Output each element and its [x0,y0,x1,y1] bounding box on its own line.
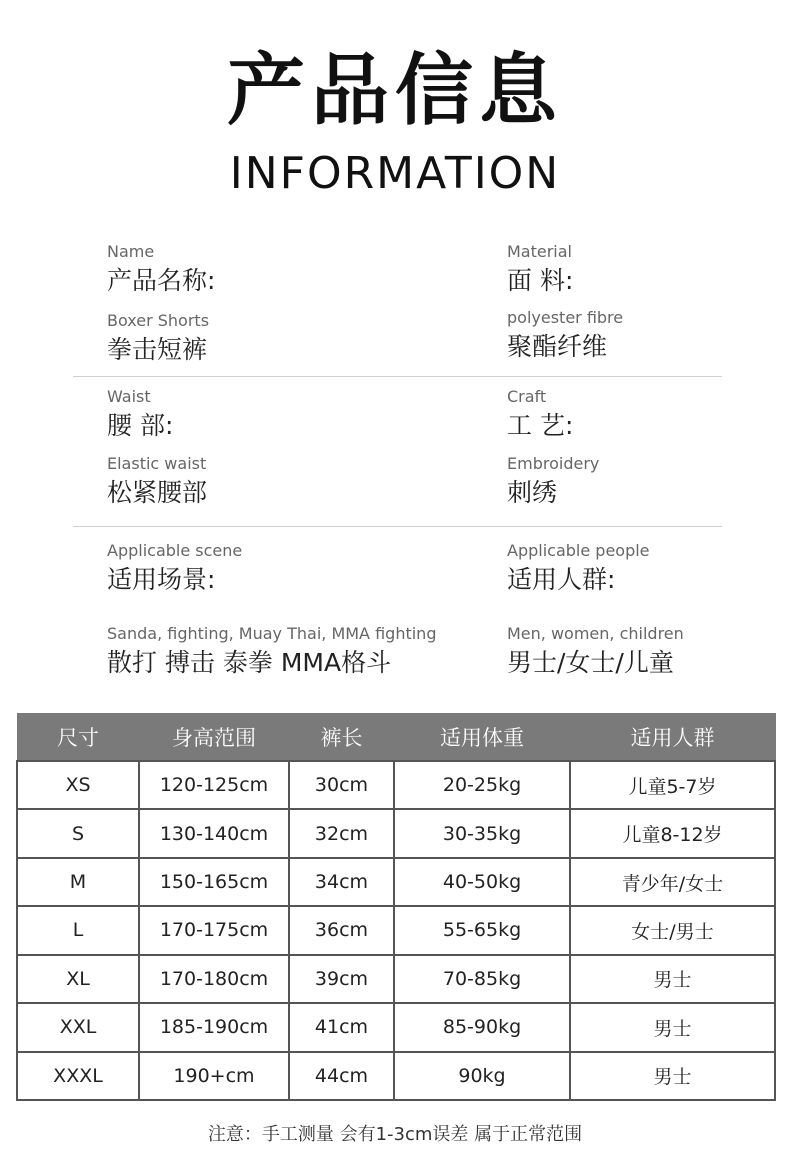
info-value-cn: 男士/女士/儿童 [507,648,674,677]
header-size: 尺寸 [17,714,139,762]
header-weight: 适用体重 [394,714,570,762]
info-waist-label [107,389,173,438]
cell-length: 41cm [289,1003,394,1051]
info-value-en: Boxer Shorts [107,311,210,330]
info-label-en: Craft [507,387,547,406]
info-material-label [507,244,573,293]
info-name-label [107,244,215,293]
table-row [17,809,775,857]
info-value-cn: 松紧腰部 [107,478,208,507]
info-label-en: Applicable scene [107,541,243,560]
cell-people: 女士/男士 [570,906,775,954]
cell-height: 120-125cm [139,761,289,809]
info-value-en: polyester fibre [507,308,624,327]
info-label-cn: 面 料: [507,266,574,295]
info-material-value [507,310,623,359]
cell-weight: 40-50kg [394,858,570,906]
table-row [17,858,775,906]
info-value-en: Sanda, fighting, Muay Thai, MMA fighting [107,624,437,643]
cell-length: 30cm [289,761,394,809]
info-label-cn: 适用场景: [107,565,216,594]
info-label-cn: 适用人群: [507,565,616,594]
cell-size: XS [17,761,139,809]
cell-weight: 85-90kg [394,1003,570,1051]
header-length: 裤长 [289,714,394,762]
cell-height: 150-165cm [139,858,289,906]
cell-height: 130-140cm [139,809,289,857]
cell-length: 34cm [289,858,394,906]
cell-length: 32cm [289,809,394,857]
measurement-note: 注意：手工测量 会有1-3cm误差 属于正常范围 [207,1124,583,1145]
cell-weight: 70-85kg [394,955,570,1003]
info-label-en: Waist [107,387,151,406]
cell-people: 儿童8-12岁 [570,809,775,857]
cell-length: 39cm [289,955,394,1003]
info-craft-value [507,456,599,505]
info-craft-label [507,389,573,438]
info-label-cn: 工 艺: [507,411,574,440]
info-label-en: Name [107,242,155,261]
info-scene-value [107,626,436,675]
header-height-range: 身高范围 [139,714,289,762]
section-divider [73,376,722,377]
info-label-en: Material [507,242,572,261]
info-value-cn: 拳击短裤 [107,335,208,364]
cell-size: S [17,809,139,857]
info-people-label [507,543,650,592]
cell-size: XL [17,955,139,1003]
info-people-value [507,626,684,675]
info-value-cn: 散打 搏击 泰拳 MMA格斗 [107,648,392,677]
cell-people: 儿童5-7岁 [570,761,775,809]
cell-size: M [17,858,139,906]
info-name-value [107,313,209,362]
table-row [17,1052,775,1100]
info-label-cn: 腰 部: [107,411,174,440]
cell-height: 185-190cm [139,1003,289,1051]
info-label-cn: 产品名称: [107,266,216,295]
cell-height: 170-175cm [139,906,289,954]
table-row [17,906,775,954]
cell-weight: 90kg [394,1052,570,1100]
info-value-cn: 刺绣 [507,478,558,507]
info-label-en: Applicable people [507,541,650,560]
cell-weight: 20-25kg [394,761,570,809]
cell-size: L [17,906,139,954]
cell-people: 青少年/女士 [570,858,775,906]
info-value-cn: 聚酯纤维 [507,332,608,361]
cell-people: 男士 [570,955,775,1003]
cell-height: 170-180cm [139,955,289,1003]
cell-weight: 30-35kg [394,809,570,857]
cell-people: 男士 [570,1003,775,1051]
info-value-en: Embroidery [507,454,600,473]
cell-height: 190+cm [139,1052,289,1100]
cell-length: 44cm [289,1052,394,1100]
header-people: 适用人群 [570,714,775,762]
size-table-header-row [17,714,775,762]
cell-people: 男士 [570,1052,775,1100]
cell-length: 36cm [289,906,394,954]
page-title-cn: 产品信息 [226,46,563,136]
page-title-en: INFORMATION [229,148,561,199]
table-row [17,955,775,1003]
info-value-en: Elastic waist [107,454,207,473]
table-row [17,761,775,809]
cell-weight: 55-65kg [394,906,570,954]
info-scene-label [107,543,242,592]
cell-size: XXL [17,1003,139,1051]
info-value-en: Men, women, children [507,624,684,643]
table-row [17,1003,775,1051]
section-divider [73,526,722,527]
cell-size: XXXL [17,1052,139,1100]
info-waist-value [107,456,207,505]
size-table [16,713,776,1101]
